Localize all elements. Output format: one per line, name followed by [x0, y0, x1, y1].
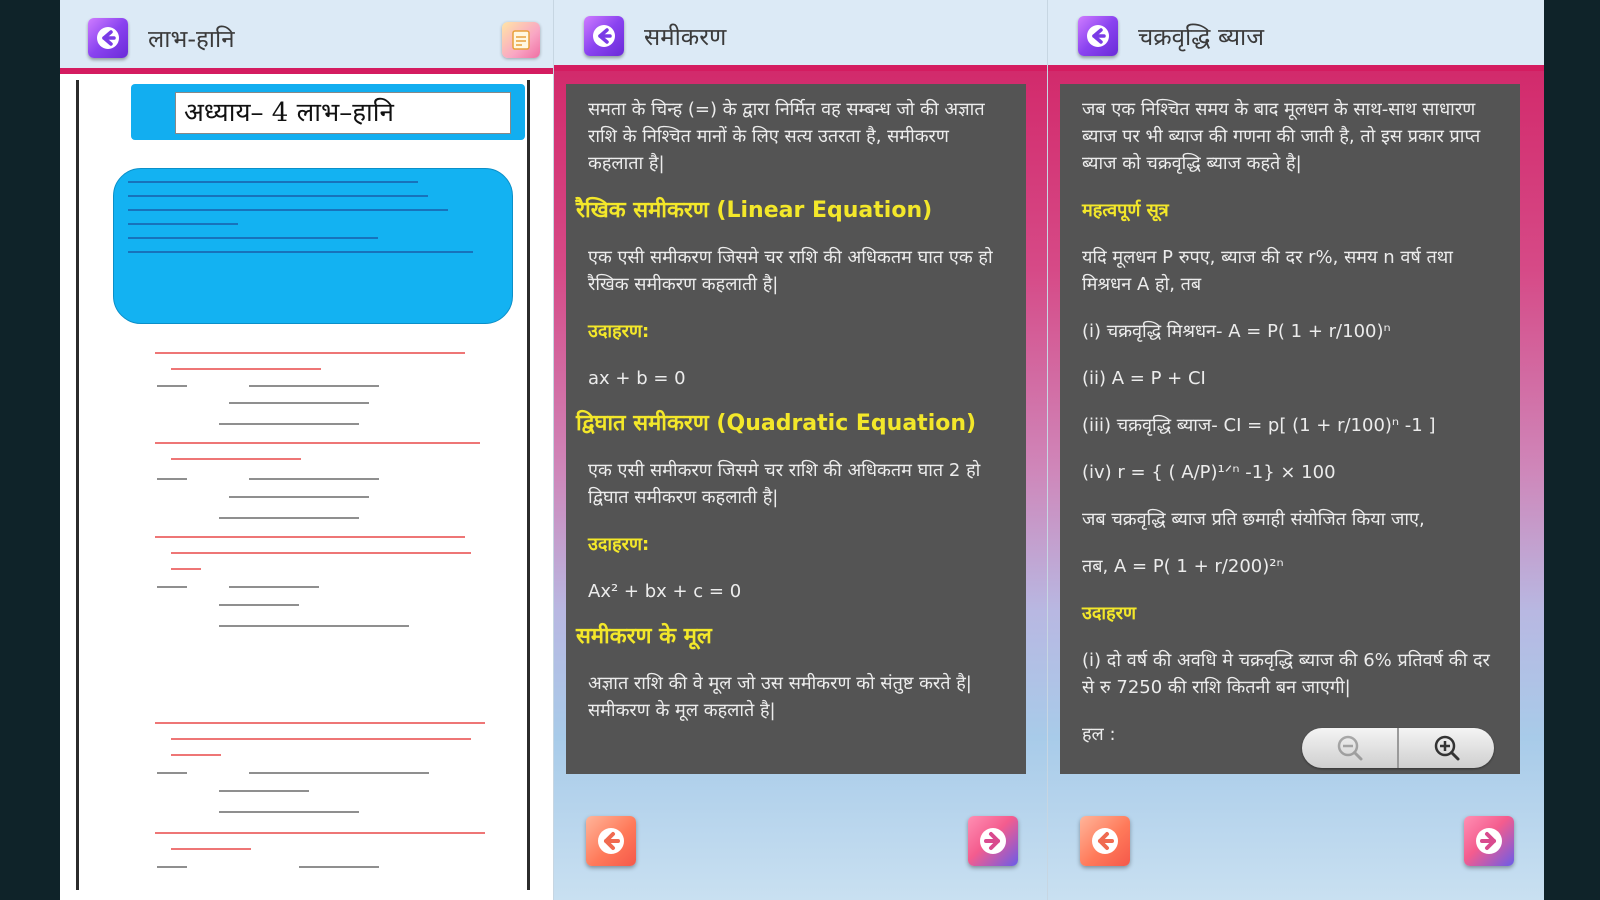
zoom-control: [1302, 728, 1494, 768]
compound-interest-header: [1048, 0, 1544, 65]
back-arrow-icon: [1085, 23, 1111, 49]
equation-title: समीकरण: [644, 23, 727, 51]
zoom-in-button[interactable]: [1399, 728, 1494, 768]
formula-3: (iii) चक्रवृद्धि ब्याज- CI = p[ (1 + r/100)ⁿ -1 ]: [1082, 415, 1436, 436]
compound-interest-panel: [1048, 0, 1544, 900]
compound-interest-content-card: [1060, 84, 1520, 774]
quadratic-equation-heading: द्विघात समीकरण (Quadratic Equation): [576, 411, 977, 436]
compound-interest-title: चक्रवृद्धि ब्याज: [1138, 23, 1265, 51]
equation-header: [554, 0, 1048, 65]
profit-loss-title: लाभ-हानि: [148, 25, 235, 53]
next-arrow-icon: [1474, 826, 1504, 856]
formula-heading: महत्वपूर्ण सूत्र: [1082, 200, 1169, 221]
quadratic-example: Ax² + bx + c = 0: [588, 581, 742, 602]
previous-page-button[interactable]: [586, 816, 636, 866]
back-button[interactable]: [88, 18, 128, 58]
compound-interest-intro: जब एक निश्चित समय के बाद मूलधन के साथ-साथ साधारण ब्याज पर भी ब्याज की गणना की जाती है, तो इस प्रकार प्राप्त ब्याज को चक्रवृद्धि ब्याज कहते है|: [1082, 99, 1481, 174]
linear-equation-text: एक एसी समीकरण जिसमे चर राशि की अधिकतम घात एक हो रैखिक समीकरण कहलाती है|: [588, 247, 993, 295]
next-arrow-icon: [978, 826, 1008, 856]
equation-intro: समता के चिन्ह (=) के द्वारा निर्मित वह सम्बन्ध जो की अज्ञात राशि के निश्चित मानों के लिए सत्य उतरता है, समीकरण कहलाता है|: [588, 99, 985, 174]
previous-page-button[interactable]: [1080, 816, 1130, 866]
prev-arrow-icon: [1090, 826, 1120, 856]
half-yearly-text: जब चक्रवृद्धि ब्याज प्रति छमाही संयोजित किया जाए,: [1082, 509, 1425, 530]
example-question: (i) दो वर्ष की अवधि मे चक्रवृद्धि ब्याज की 6% प्रतिवर्ष की दर से रु 7250 की राशि कितनी बन जाएगी|: [1082, 650, 1490, 698]
screenshot-stage: [60, 0, 1544, 900]
book-page-image: [76, 80, 530, 890]
back-button[interactable]: [1078, 16, 1118, 56]
back-button[interactable]: [584, 16, 624, 56]
zoom-in-icon: [1433, 734, 1461, 762]
solution-label: हल :: [1082, 724, 1116, 745]
example-label: उदाहरण: [1082, 603, 1137, 624]
zoom-out-icon: [1336, 734, 1364, 762]
linear-equation-heading: रैखिक समीकरण (Linear Equation): [576, 198, 933, 223]
equation-panel: [554, 0, 1048, 900]
profit-loss-header: [60, 0, 554, 68]
chapter-heading: अध्याय– 4 लाभ–हानि: [175, 92, 511, 134]
formula-summary-box: [113, 168, 513, 324]
chapter-banner: [131, 84, 525, 140]
header-accent-bar: [1048, 65, 1544, 71]
next-page-button[interactable]: [968, 816, 1018, 866]
example-label: उदाहरण:: [588, 534, 650, 555]
header-accent-bar: [60, 68, 554, 74]
next-page-button[interactable]: [1464, 816, 1514, 866]
profit-loss-panel: [60, 0, 554, 900]
roots-text: अज्ञात राशि की वे मूल जो उस समीकरण को संतुष्ट करते है| समीकरण के मूल कहलाते है|: [588, 673, 972, 721]
back-arrow-icon: [95, 25, 121, 51]
note-button[interactable]: [502, 22, 540, 58]
formula-4: (iv) r = { ( A/P)¹ᐟⁿ -1} × 100: [1082, 462, 1336, 483]
note-icon: [510, 29, 532, 51]
formula-condition: यदि मूलधन P रुपए, ब्याज की दर r%, समय n वर्ष तथा मिश्रधन A हो, तब: [1082, 247, 1453, 295]
back-arrow-icon: [591, 23, 617, 49]
roots-heading: समीकरण के मूल: [576, 624, 712, 649]
quadratic-equation-text: एक एसी समीकरण जिसमे चर राशि की अधिकतम घात 2 हो द्विघात समीकरण कहलाती है|: [588, 460, 981, 508]
prev-arrow-icon: [596, 826, 626, 856]
zoom-out-button[interactable]: [1302, 728, 1397, 768]
header-accent-bar: [554, 65, 1048, 71]
formula-1: (i) चक्रवृद्धि मिश्रधन- A = P( 1 + r/100)ⁿ: [1082, 321, 1391, 342]
linear-example: ax + b = 0: [588, 368, 686, 389]
example-label: उदाहरण:: [588, 321, 650, 342]
formula-2: (ii) A = P + CI: [1082, 368, 1206, 389]
half-yearly-formula: तब, A = P( 1 + r/200)²ⁿ: [1082, 556, 1284, 577]
equation-content-card: [566, 84, 1026, 774]
